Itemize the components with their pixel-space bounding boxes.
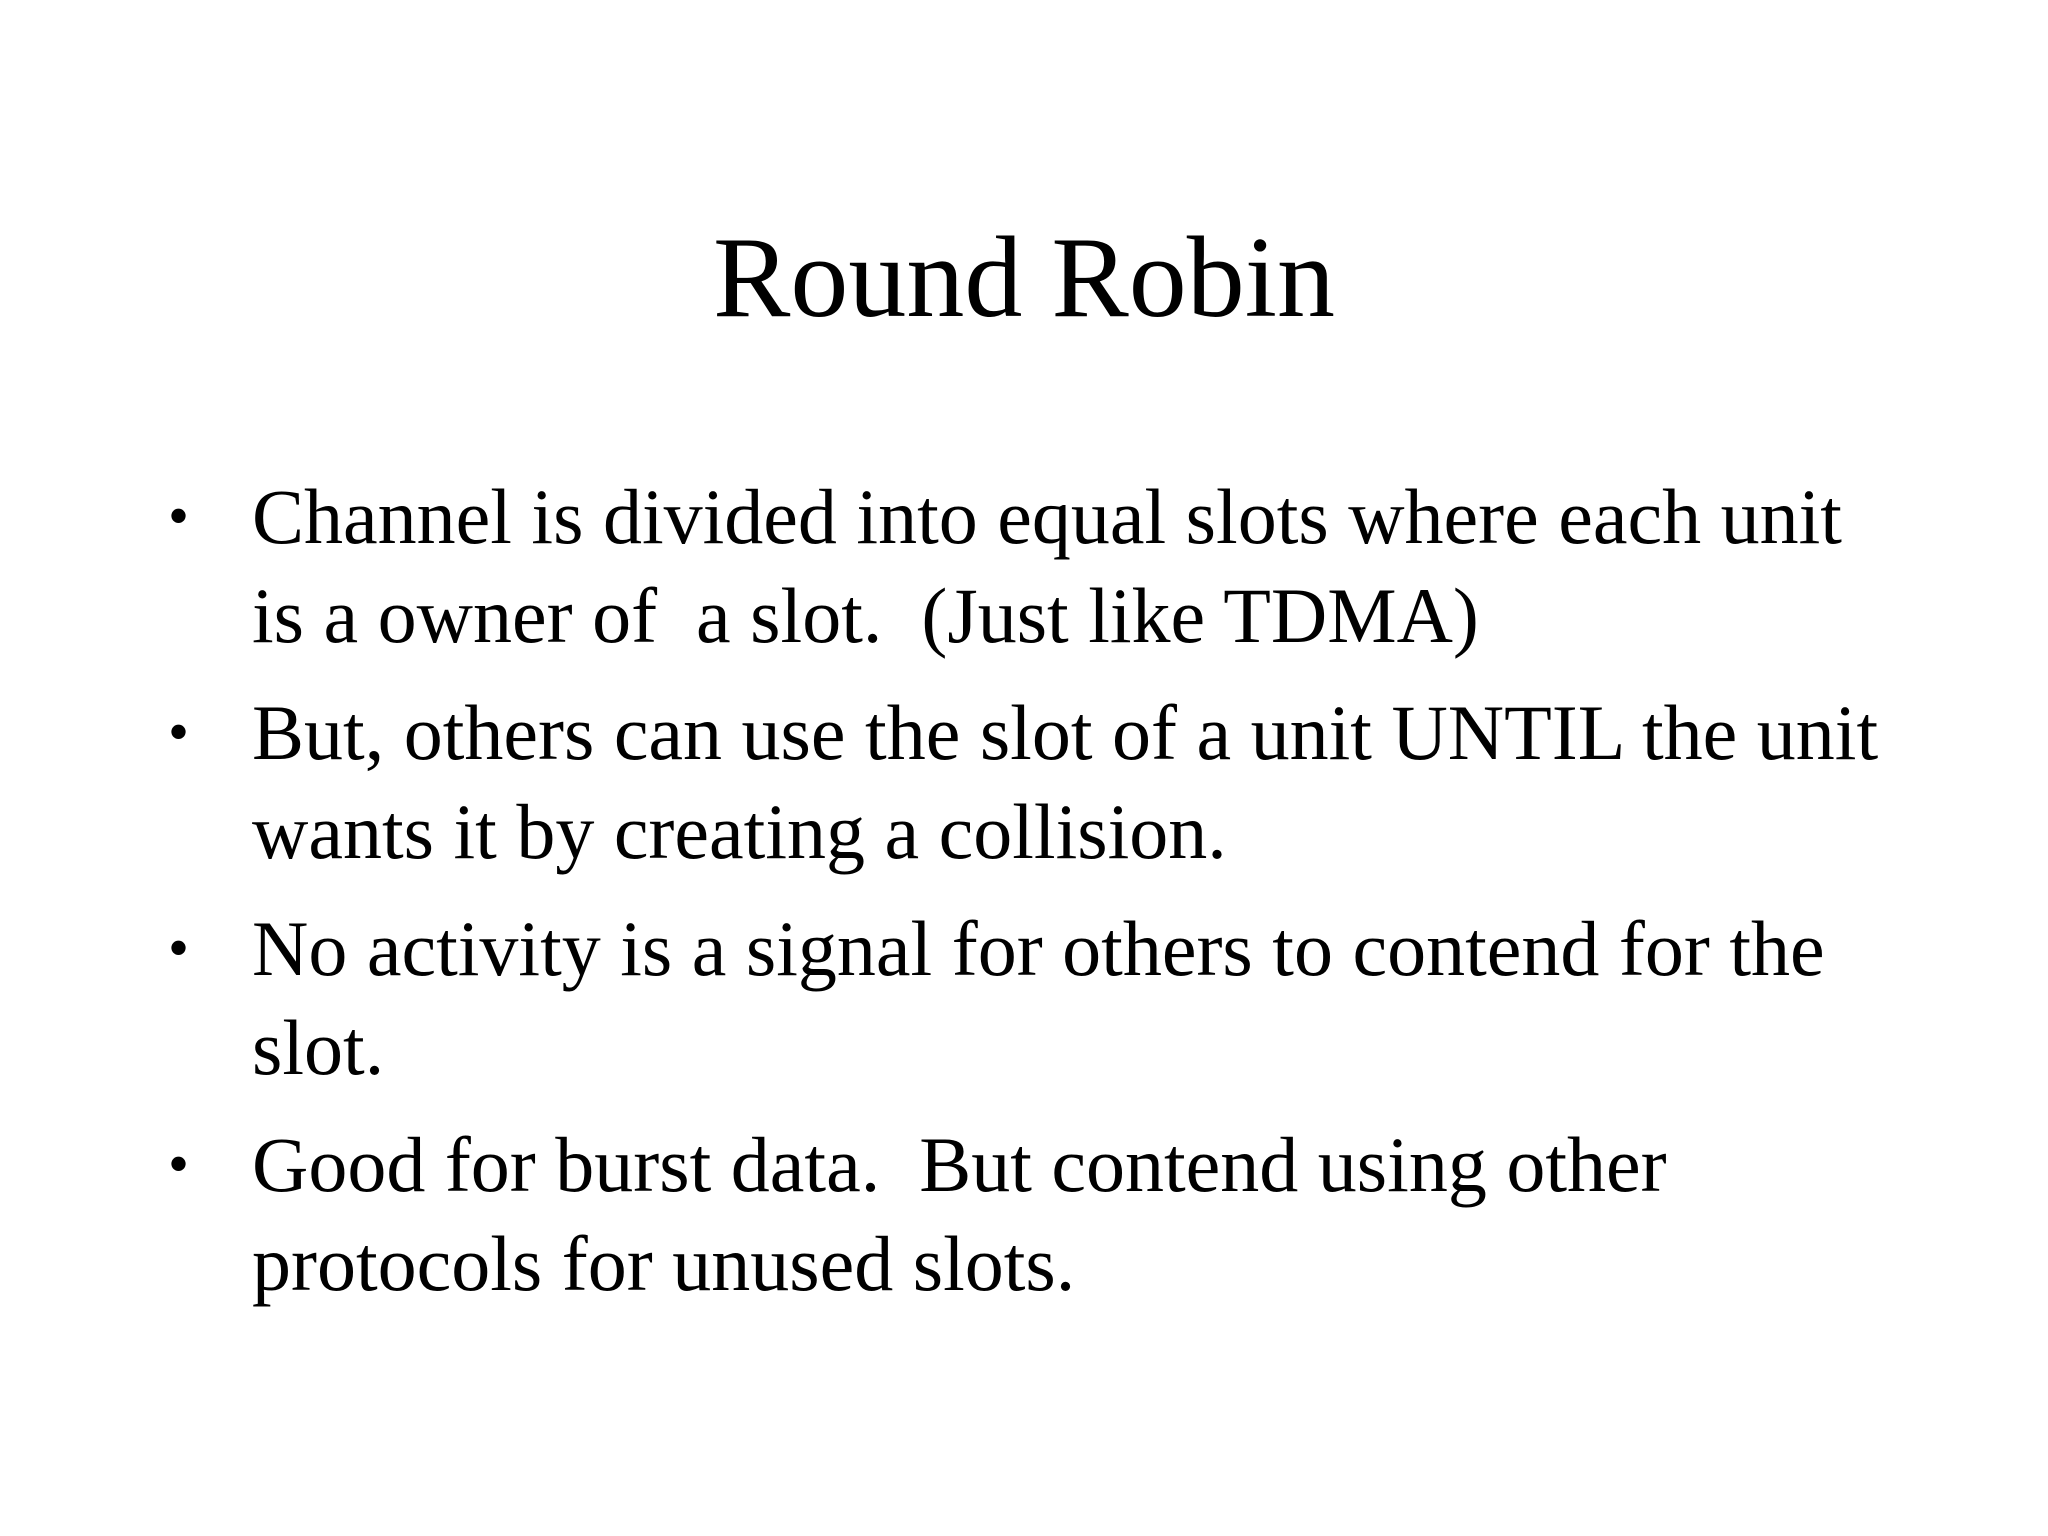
bullet-text: Channel is divided into equal slots where each unit is a owner of a slot. (Just like TDMA) [252,473,1862,659]
bullet-dot-icon: • [168,483,190,549]
bullet-item [168,899,1908,1097]
bullet-list [168,467,1908,1331]
slide-title: Round Robin [713,214,1335,342]
bullet-text: Good for burst data. But contend using other protocols for unused slots. [252,1121,1687,1307]
bullet-dot-icon: • [168,915,190,981]
bullet-item [168,683,1908,881]
bullet-dot-icon: • [168,1131,190,1197]
bullet-text: But, others can use the slot of a unit UNTIL the unit wants it by creating a collision. [252,689,1879,875]
bullet-item [168,467,1908,665]
bullet-dot-icon: • [168,699,190,765]
bullet-item [168,1115,1908,1313]
bullet-text: No activity is a signal for others to contend for the slot. [252,905,1825,1091]
